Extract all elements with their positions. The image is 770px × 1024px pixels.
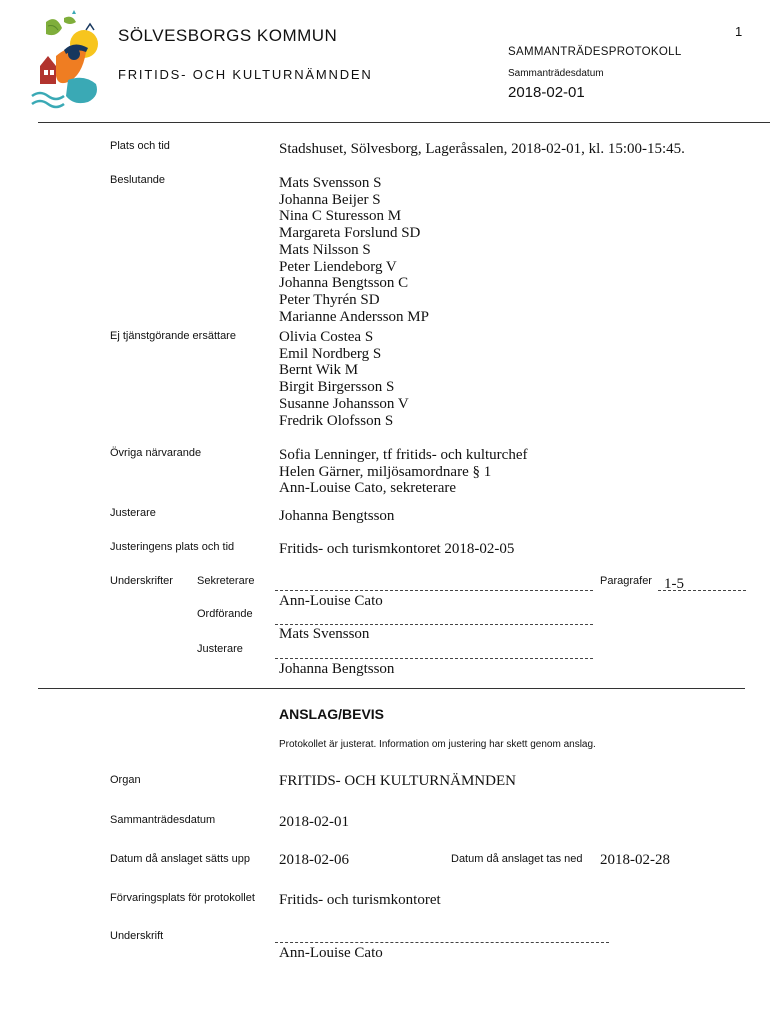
header-divider: [38, 122, 770, 123]
list-item: Bernt Wik M: [279, 362, 359, 379]
adjust-place-value: Fritids- och turismkontoret 2018-02-05: [279, 541, 515, 557]
list-item: Fredrik Olofsson S: [279, 412, 394, 429]
adjuster-label: Justerare: [110, 507, 156, 519]
signature-label: Underskrift: [110, 930, 164, 942]
notice-note: Protokollet är justerat. Information om justering har skett genom anslag.: [279, 739, 596, 750]
deciding-label: Beslutande: [110, 174, 166, 186]
storage-label: Förvaringsplats för protokollet: [110, 892, 255, 904]
paragraphs-label: Paragrafer: [600, 575, 652, 587]
others-list: [279, 447, 528, 497]
substitutes-label: Ej tjänstgörande ersättare: [110, 330, 236, 342]
adjuster-signature-label: Justerare: [197, 643, 243, 655]
notice-signature-line: [275, 942, 609, 943]
others-label: Övriga närvarande: [110, 447, 202, 459]
list-item: Emil Nordberg S: [279, 345, 382, 362]
place-value: Stadshuset, Sölvesborg, Lageråssalen, 2018-02-01, kl. 15:00-15:45.: [279, 141, 685, 157]
adjuster-value: Johanna Bengtsson: [279, 508, 395, 524]
notice-title: ANSLAG/BEVIS: [279, 706, 385, 722]
secretary-signature-line: [275, 590, 593, 591]
removed-date: 2018-02-28: [600, 852, 670, 868]
municipality-logo: [26, 10, 108, 110]
list-item: Ann-Louise Cato, sekreterare: [279, 480, 457, 497]
list-item: Marianne Andersson MP: [279, 308, 429, 325]
municipality-name: SÖLVESBORGS KOMMUN: [118, 26, 338, 45]
list-item: Peter Thyrén SD: [279, 291, 380, 308]
signatures-label: Underskrifter: [110, 575, 173, 587]
committee-name: FRITIDS- OCH KULTURNÄMNDEN: [118, 67, 373, 82]
paragraphs-line: [658, 590, 746, 591]
list-item: Margareta Forslund SD: [279, 225, 421, 242]
list-item: Mats Nilsson S: [279, 241, 371, 258]
meeting-date-label: Sammanträdesdatum: [508, 68, 604, 79]
chair-name: Mats Svensson: [279, 626, 370, 642]
organ-label: Organ: [110, 774, 141, 786]
section-divider: [38, 688, 745, 689]
substitutes-list: [279, 329, 409, 429]
list-item: Susanne Johansson V: [279, 395, 409, 412]
adjuster-name: Johanna Bengtsson: [279, 661, 395, 677]
secretary-label: Sekreterare: [197, 575, 255, 587]
meeting-date: 2018-02-01: [508, 84, 585, 101]
list-item: Nina C Sturesson M: [279, 208, 402, 225]
adjuster-signature-line: [275, 658, 593, 659]
page-number: 1: [735, 24, 743, 39]
secretary-name: Ann-Louise Cato: [279, 593, 383, 609]
notice-meeting-date: 2018-02-01: [279, 814, 349, 830]
list-item: Birgit Birgersson S: [279, 379, 395, 396]
deciding-list: [279, 175, 429, 325]
list-item: Sofia Lenninger, tf fritids- och kulturchef: [279, 447, 528, 463]
notice-meeting-date-label: Sammanträdesdatum: [110, 814, 216, 826]
chair-signature-line: [275, 624, 593, 625]
document-type: SAMMANTRÄDESPROTOKOLL: [508, 46, 682, 58]
adjust-place-label: Justeringens plats och tid: [110, 541, 235, 553]
removed-label: Datum då anslaget tas ned: [451, 853, 583, 865]
notice-signature-name: Ann-Louise Cato: [279, 945, 383, 961]
organ-value: FRITIDS- OCH KULTURNÄMNDEN: [279, 773, 516, 789]
place-label: Plats och tid: [110, 140, 170, 152]
list-item: Helen Gärner, miljösamordnare § 1: [279, 463, 492, 480]
paragraphs-value: 1-5: [664, 576, 684, 592]
list-item: Johanna Bengtsson C: [279, 275, 409, 292]
list-item: Peter Liendeborg V: [279, 258, 397, 275]
posted-label: Datum då anslaget sätts upp: [110, 853, 251, 865]
list-item: Johanna Beijer S: [279, 191, 381, 208]
storage-value: Fritids- och turismkontoret: [279, 892, 441, 908]
chair-label: Ordförande: [197, 608, 253, 620]
posted-date: 2018-02-06: [279, 852, 349, 868]
list-item: Mats Svensson S: [279, 175, 382, 191]
list-item: Olivia Costea S: [279, 329, 374, 345]
